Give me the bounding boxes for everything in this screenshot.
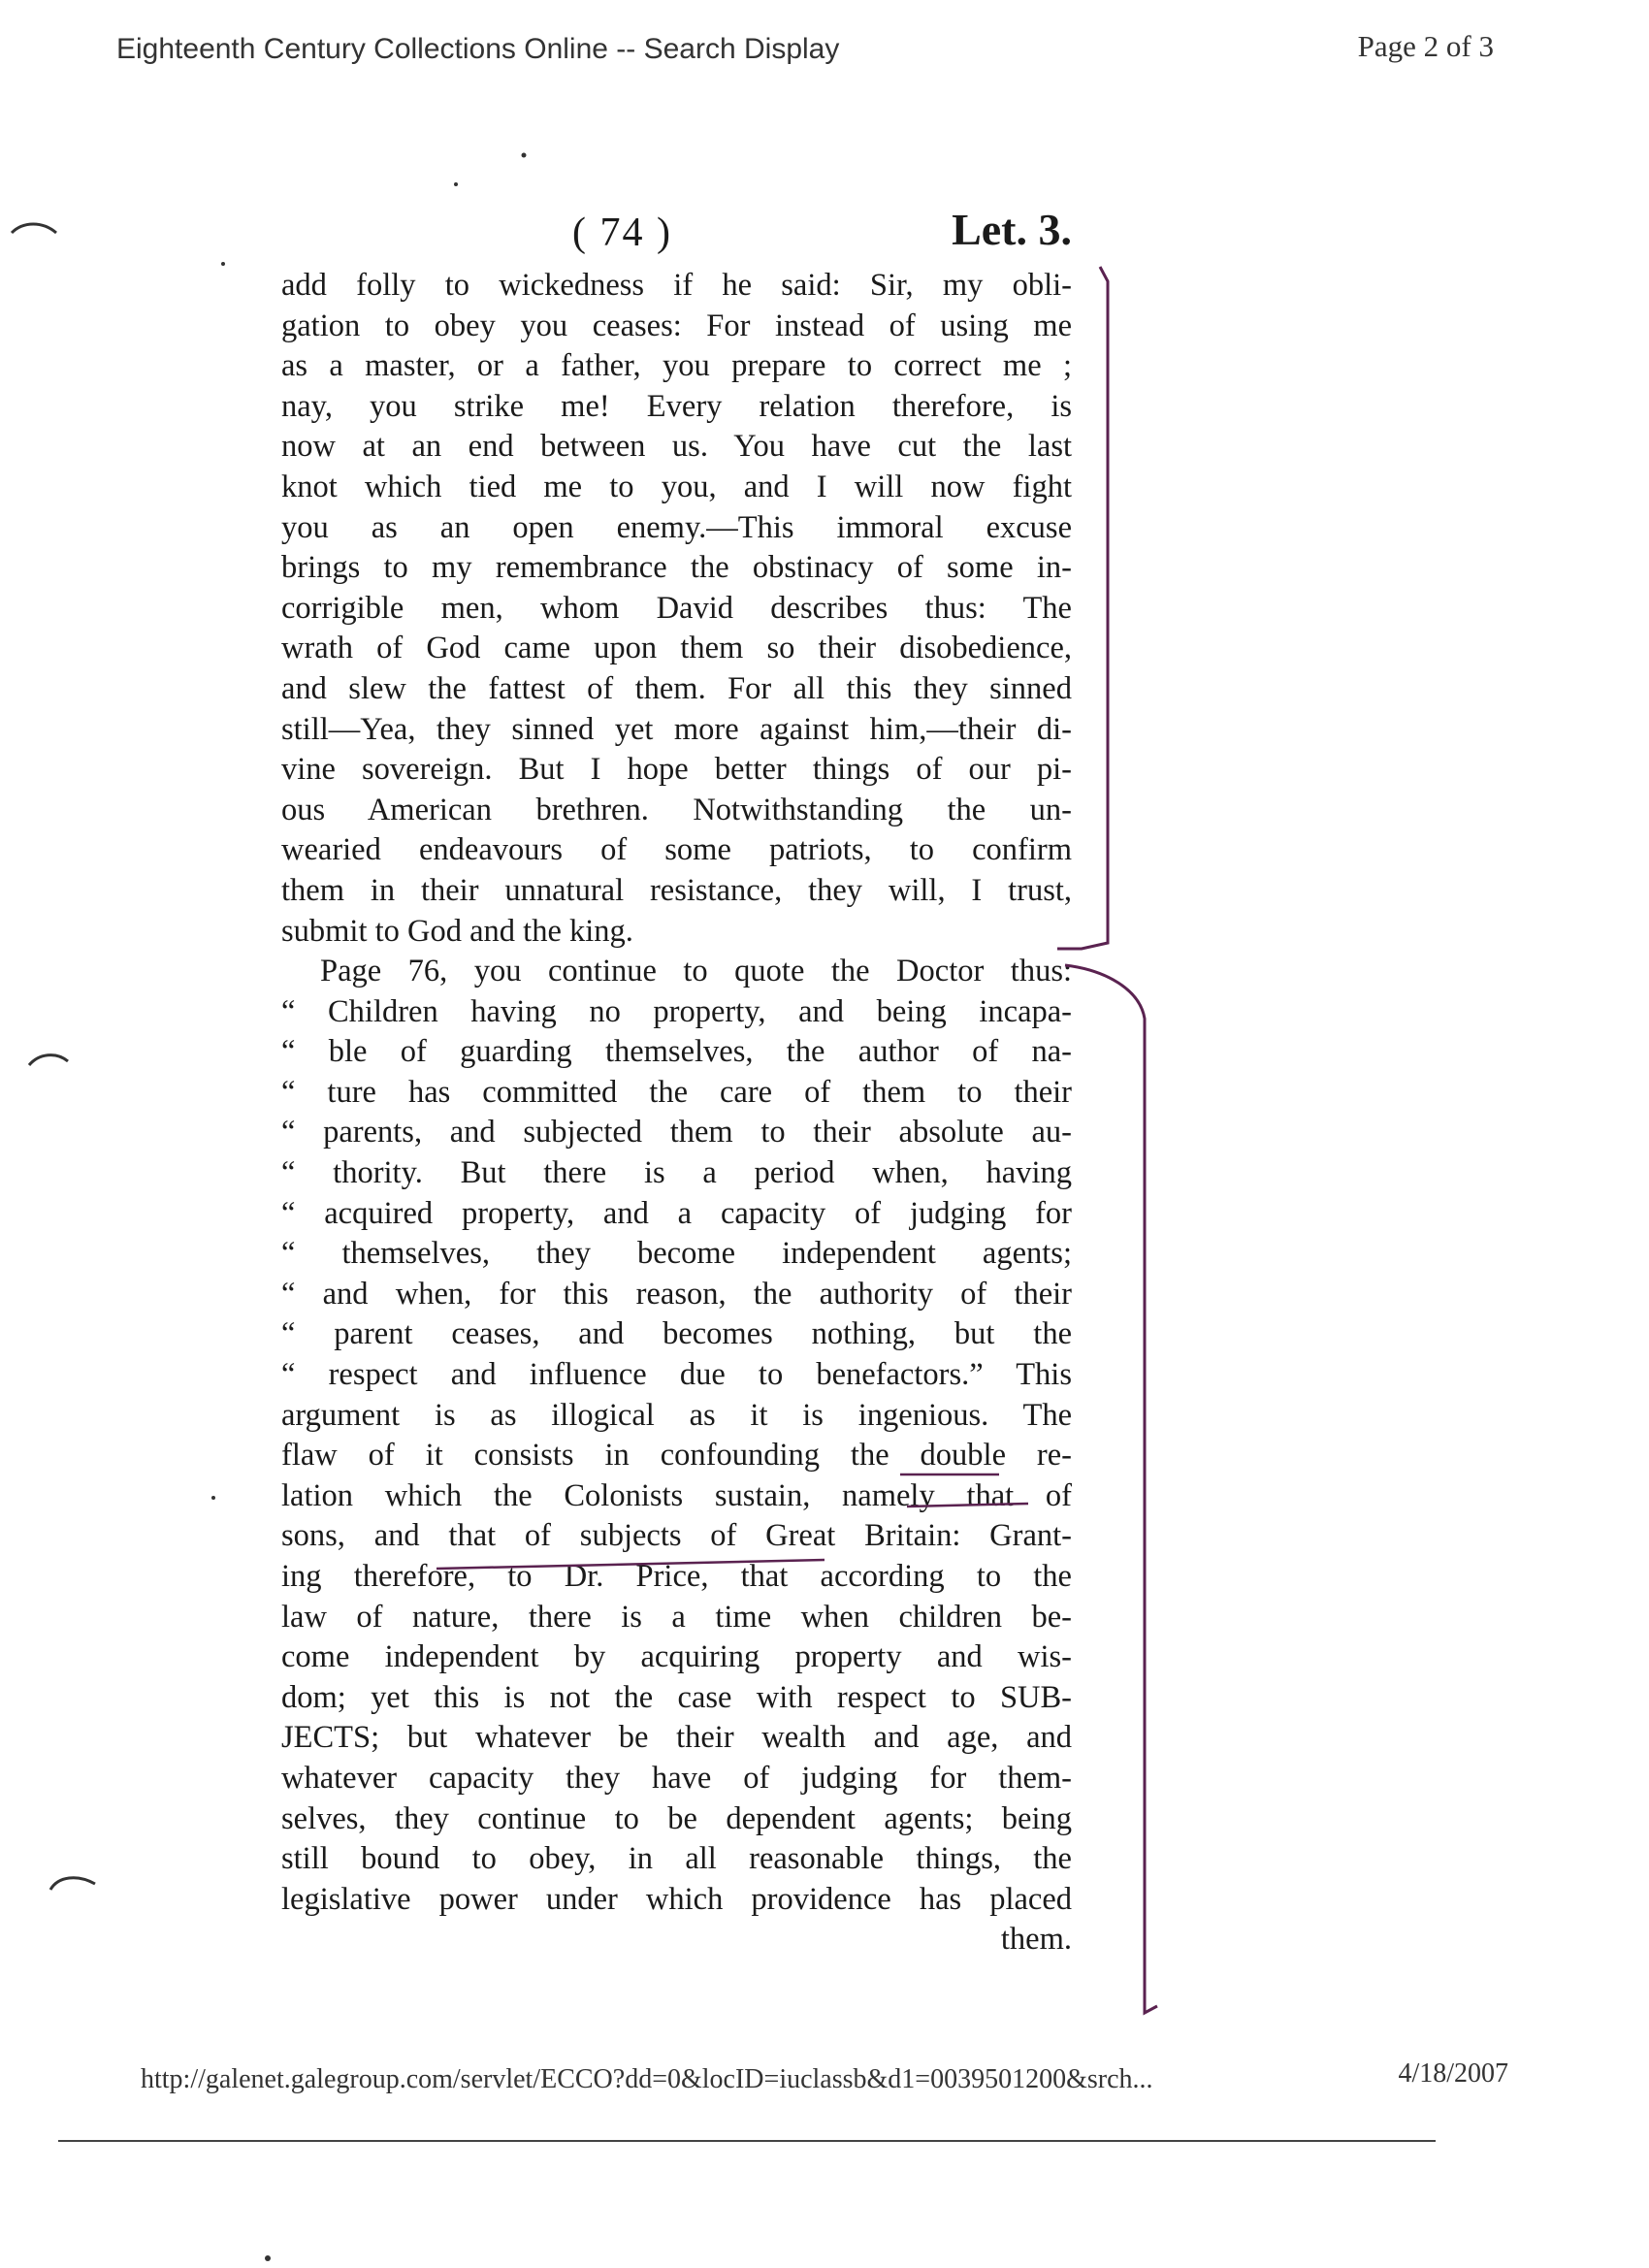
text-line: brings to my remembrance the obstinacy of some in- [281,550,1072,586]
text-line: law of nature, there is a time when children be- [281,1599,1072,1635]
text-line: “ Children having no property, and being incapa- [281,993,1072,1029]
page-count: Page 2 of 3 [1357,29,1494,63]
text-line: ous American brethren. Notwithstanding the un- [281,792,1072,827]
text-line: them. [1000,1922,1072,1958]
text-line: “ ble of guarding themselves, the author of na- [281,1034,1072,1070]
text-line: as a master, or a father, you prepare to correct me ; [281,348,1072,384]
text-line: add folly to wickedness if he said: Sir, my obli- [281,268,1072,303]
text-line: come independent by acquiring property and wis- [281,1639,1072,1675]
text-line: wearied endeavours of some patriots, to confirm [281,832,1072,868]
site-title: Eighteenth Century Collections Online -- Search Display [116,33,840,65]
margin-mark-3 [50,1878,95,1890]
book-page-number: ( 74 ) [572,211,672,255]
body-text [281,266,1072,1960]
scanned-page [281,204,1072,1960]
margin-mark-2 [29,1055,68,1065]
letter-reference: Let. 3. [952,205,1072,254]
text-line: “ acquired property, and a capacity of judging for [281,1195,1072,1231]
text-line: “ thority. But there is a period when, having [281,1155,1072,1191]
text-line: now at an end between us. You have cut the last [281,429,1072,465]
source-url: http://galenet.galegroup.com/servlet/ECCO?dd=0&locID=iuclassb&d1=0039501200&srch... [141,2064,1153,2094]
margin-bracket-bottom [1065,965,1157,2013]
text-line: selves, they continue to be dependent agents; being [281,1800,1072,1836]
text-line: them in their unnatural resistance, they will, I trust, [281,872,1072,908]
print-footer [141,2058,1508,2103]
text-line: sons, and that of subjects of Great Britain: Grant- [281,1518,1072,1554]
text-line: “ parents, and subjected them to their absolute au- [281,1115,1072,1150]
text-line: “ and when, for this reason, the authority of their [281,1276,1072,1312]
text-line: “ respect and influence due to benefactors.” This [281,1357,1072,1393]
text-line: flaw of it consists in confounding the double re- [281,1438,1072,1474]
text-line: knot which tied me to you, and I will now fight [281,469,1072,504]
text-line: nay, you strike me! Every relation therefore, is [281,388,1072,424]
running-head [281,204,1072,266]
stray-dot-2 [454,182,458,186]
print-date: 4/18/2007 [1398,2058,1508,2089]
text-line: “ parent ceases, and becomes nothing, but the [281,1316,1072,1352]
text-line: ing therefore, to Dr. Price, that according to the [281,1559,1072,1594]
stray-dot-5 [265,2255,271,2261]
text-line: still bound to obey, in all reasonable things, the [281,1841,1072,1877]
margin-mark-1 [12,224,56,233]
text-line: “ ture has committed the care of them to their [281,1074,1072,1110]
text-line: still—Yea, they sinned yet more against him,—their di- [281,711,1072,747]
text-line: gation to obey you ceases: For instead of using me [281,308,1072,343]
stray-dot-1 [522,153,527,158]
print-header [116,29,1494,72]
text-line: vine sovereign. But I hope better things of our pi- [281,752,1072,788]
footer-rule [58,2140,1436,2142]
text-line: whatever capacity they have of judging for them- [281,1760,1072,1796]
text-line: and slew the fattest of them. For all this they sinned [281,670,1072,706]
text-line: you as an open enemy.—This immoral excuse [281,509,1072,545]
stray-dot-3 [221,262,225,266]
text-line: legislative power under which providence has placed [281,1881,1072,1917]
text-line: wrath of God came upon them so their disobedience, [281,631,1072,666]
text-line: Page 76, you continue to quote the Doctor thus: [320,954,1072,989]
stray-dot-4 [211,1496,215,1500]
text-line: dom; yet this is not the case with respect to SUB- [281,1679,1072,1715]
text-line: corrigible men, whom David describes thus: The [281,590,1072,626]
text-line: “ themselves, they become independent agents; [281,1236,1072,1272]
text-line: argument is as illogical as it is ingenious. The [281,1397,1072,1433]
text-line: lation which the Colonists sustain, namely that of [281,1477,1072,1513]
text-line: JECTS; but whatever be their wealth and age, and [281,1720,1072,1756]
text-line: submit to God and the king. [281,913,633,949]
